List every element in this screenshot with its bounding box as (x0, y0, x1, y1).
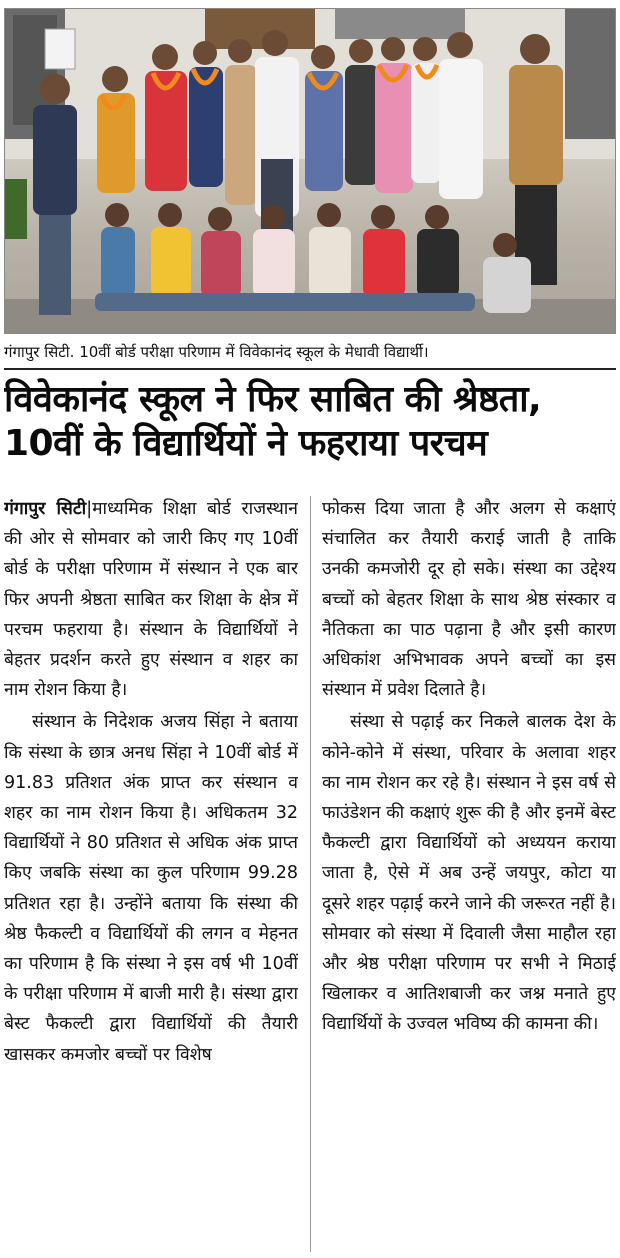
group-photo (4, 8, 616, 334)
article-paragraph: फोकस दिया जाता है और अलग से कक्षाएं संचालित कर तैयारी कराई जाती है ताकि उनकी कमजोरी दूर हो सके। संस्था का उद्देश्य बच्चों को बेहतर शिक्षा के साथ श्रेष्ठ संस्कार व नैतिकता का पाठ पढ़ाना है और इसी कारण अधिकांश अभिभावक अपने बच्चों का इस संस्थान में प्रवेश दिलाते है। (322, 499, 616, 701)
headline-line-2: 10वीं के विद्यार्थियों ने फहराया परचम (4, 423, 488, 464)
article-column-left (4, 494, 298, 1254)
photo-caption: गंगापुर सिटी. 10वीं बोर्ड परीक्षा परिणाम में विवेकानंद स्कूल के मेधावी विद्यार्थी। (4, 343, 429, 361)
paragraph-text: माध्यमिक शिक्षा बोर्ड राजस्थान की ओर से सोमवार को जारी किए गए 10वीं बोर्ड के परीक्षा परिणाम में संस्थान ने एक बार फिर अपनी श्रेष्ठता साबित कर शिक्षा के क्षेत्र में परचम फहराया है। संस्थान के विद्यार्थियों ने बेहतर प्रदर्शन करते हुए संस्थान व शहर का नाम रोशन किया है। (4, 499, 298, 701)
headline (4, 378, 616, 466)
caption-divider (4, 368, 616, 370)
article-column-right (322, 494, 616, 1254)
headline-line-1: विवेकानंद स्कूल ने फिर साबित की श्रेष्ठता, (4, 379, 542, 420)
article-paragraph: गंगापुर सिटी|माध्यमिक शिक्षा बोर्ड राजस्थान की ओर से सोमवार को जारी किए गए 10वीं बोर्ड के परीक्षा परिणाम में संस्थान ने एक बार फिर अपनी श्रेष्ठता साबित कर शिक्षा के क्षेत्र में परचम फहराया है। संस्थान के विद्यार्थियों ने बेहतर प्रदर्शन करते हुए संस्थान व शहर का नाम रोशन किया है। (4, 499, 298, 701)
group-photo-illustration (5, 9, 616, 334)
dateline: गंगापुर सिटी (4, 499, 87, 519)
article-paragraph: संस्थान के निदेशक अजय सिंहा ने बताया कि संस्था के छात्र अनध सिंहा ने 10वीं बोर्ड में 91.83 प्रतिशत अंक प्राप्त कर संस्थान व शहर का नाम रोशन किया है। अधिकतम 32 विद्यार्थियों ने 80 प्रतिशत से अधिक अंक प्राप्त किए जबकि संस्था का कुल परिणाम 99.28 प्रतिशत रहा है। उन्होंने बताया कि संस्था की श्रेष्ठ फैकल्टी व विद्यार्थियों की लगन व मेहनत का परिणाम है कि संस्था ने इस वर्ष भी 10वीं के परीक्षा परिणाम में बाजी मारी है। संस्था द्वारा बेस्ट फैकल्टी द्वारा विद्यार्थियों की तैयारी खासकर कमजोर बच्चों पर विशेष (4, 712, 298, 1065)
article-paragraph: संस्था से पढ़ाई कर निकले बालक देश के कोने-कोने में संस्था, परिवार के अलावा शहर का नाम रोशन कर रहे है। संस्थान ने इस वर्ष से फाउंडेशन की कक्षाएं शुरू की है और इनमें बेस्ट फैकल्टी द्वारा विद्यार्थियों को अध्ययन कराया जाता है, ऐसे में अब उन्हें जयपुर, कोटा या दूसरे शहर पढ़ाई करने जाने की जरूरत नहीं है। सोमवार को संस्था में दिवाली जैसा माहौल रहा और श्रेष्ठ परीक्षा परिणाम पर सभी ने मिठाई खिलाकर व आतिशबाजी कर जश्न मनाते हुए विद्यार्थियों के उज्वल भविष्य की कामना की। (322, 712, 616, 1035)
column-divider (310, 496, 311, 1252)
